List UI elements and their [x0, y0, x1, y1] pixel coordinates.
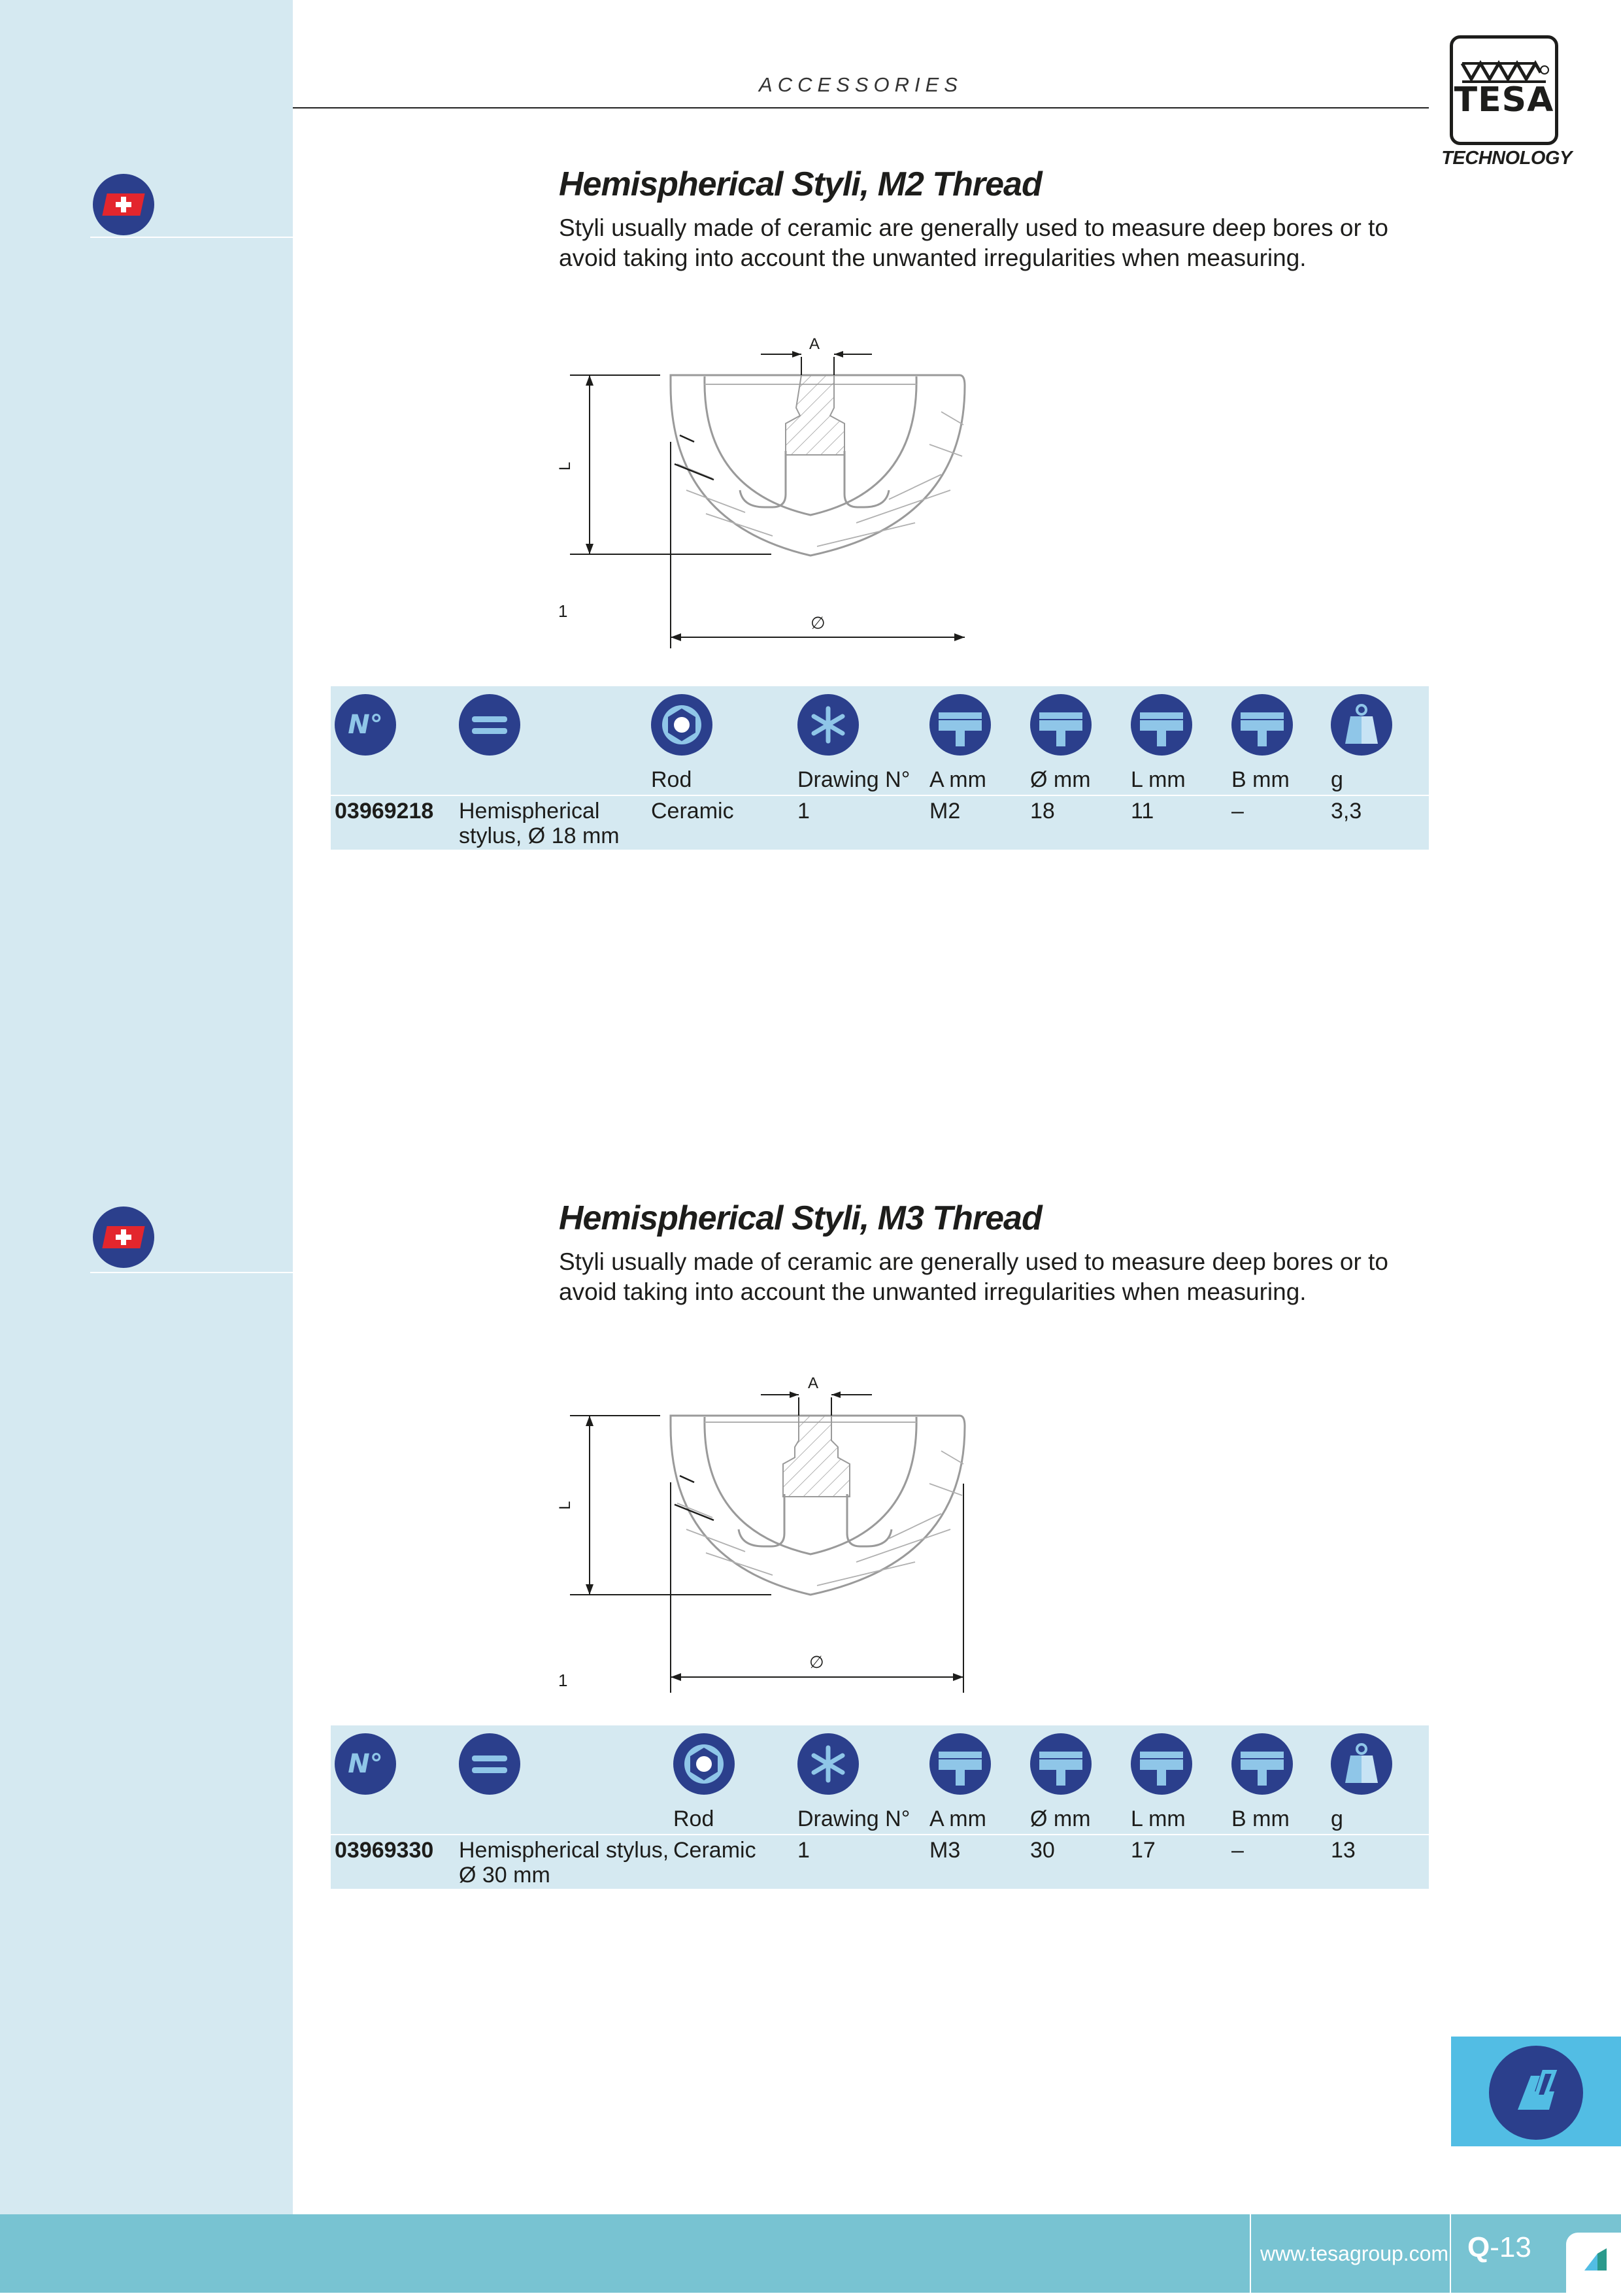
cell-drawing: 1: [797, 1838, 810, 1863]
page-number-value: -13: [1490, 2231, 1531, 2263]
column-header-diameter: Ø mm: [1030, 1806, 1091, 1831]
page-corner: [1566, 2233, 1621, 2293]
cell-drawing: 1: [797, 799, 810, 824]
footer: [0, 2214, 1621, 2293]
page-section-letter: Q: [1467, 2231, 1490, 2263]
cell-a: M3: [929, 1838, 961, 1863]
ruby-ball-icon: [673, 1733, 735, 1795]
swiss-flag-icon: [93, 174, 154, 235]
footer-divider: [1250, 2214, 1251, 2293]
section-q-tab[interactable]: [1451, 2037, 1621, 2146]
page-number: [1467, 2231, 1531, 2264]
article-number: 03969218: [335, 799, 434, 824]
cell-diameter: 18: [1030, 799, 1055, 824]
description-line: avoid taking into account the unwanted irregularities when measuring.: [559, 1278, 1307, 1305]
column-header-b: B mm: [1231, 767, 1290, 792]
number-icon: [335, 1733, 396, 1795]
cell-rod: Ceramic: [673, 1838, 756, 1863]
logo-word: TESA: [1454, 80, 1554, 120]
cell-b: –: [1231, 1838, 1244, 1863]
stylus-tip-icon: [1231, 694, 1293, 756]
drawing-number-label: 1: [558, 601, 568, 621]
article-description-line: Hemispherical stylus,: [459, 1838, 669, 1863]
column-header-weight: g: [1331, 1806, 1343, 1831]
product-table: [331, 686, 1429, 850]
column-header-l: L mm: [1131, 767, 1186, 792]
stylus-tip-icon: [1030, 1733, 1092, 1795]
cell-weight: 13: [1331, 1838, 1356, 1863]
weight-icon: [1331, 1733, 1392, 1795]
logo-subtitle: TECHNOLOGY: [1441, 148, 1572, 169]
svg-text:N°: N°: [348, 1749, 383, 1779]
section-header: ACCESSORIES: [759, 73, 963, 96]
description-line: Styli usually made of ceramic are generally used to measure deep bores or to: [559, 214, 1388, 241]
description-line: Styli usually made of ceramic are generally used to measure deep bores or to: [559, 1248, 1388, 1275]
technical-drawing: [549, 1366, 1007, 1706]
number-icon: [335, 694, 396, 756]
column-header-l: L mm: [1131, 1806, 1186, 1831]
stylus-tip-icon: [929, 694, 991, 756]
product-description: [559, 1247, 1428, 1307]
column-header-b: B mm: [1231, 1806, 1290, 1831]
sidebar-separator: [90, 1272, 293, 1273]
dimension-a-label: A: [808, 1374, 819, 1392]
stylus-tip-icon: [929, 1733, 991, 1795]
article-description-line: stylus, Ø 18 mm: [459, 824, 620, 848]
product-title: Hemispherical Styli, M2 Thread: [559, 165, 1042, 203]
column-header-a: A mm: [929, 1806, 986, 1831]
tesa-logo: [1450, 35, 1558, 145]
footer-divider: [1450, 2214, 1451, 2293]
dimension-diameter-label: ∅: [809, 1652, 824, 1672]
drawing-number-label: 1: [558, 1671, 568, 1690]
asterisk-icon: [797, 694, 859, 756]
corner-mark-icon: [1566, 2233, 1621, 2293]
swiss-flag-icon: [93, 1206, 154, 1268]
sidebar: [0, 0, 293, 2214]
column-header-weight: g: [1331, 767, 1343, 792]
cell-l: 11: [1131, 799, 1154, 824]
dimension-a-label: A: [809, 335, 820, 353]
cell-a: M2: [929, 799, 961, 824]
sidebar-separator: [90, 237, 293, 238]
product-table: [331, 1725, 1429, 1889]
stylus-tip-icon: [1231, 1733, 1293, 1795]
description-line: avoid taking into account the unwanted irregularities when measuring.: [559, 244, 1307, 271]
header-rule: [293, 107, 1429, 108]
cell-l: 17: [1131, 1838, 1156, 1863]
dimension-diameter-label: ∅: [811, 613, 826, 633]
table-divider: [331, 795, 1429, 796]
weight-icon: [1331, 694, 1392, 756]
dimension-l-label: L: [556, 1501, 574, 1510]
article-description: [459, 799, 620, 848]
product-title: Hemispherical Styli, M3 Thread: [559, 1199, 1042, 1237]
stylus-tip-icon: [1131, 694, 1192, 756]
stylus-tip-icon: [1131, 1733, 1192, 1795]
article-description-line: Hemispherical: [459, 799, 600, 824]
cell-weight: 3,3: [1331, 799, 1362, 824]
article-description-line: Ø 30 mm: [459, 1863, 550, 1888]
article-description: [459, 1838, 669, 1888]
column-header-drawing: Drawing N°: [797, 767, 911, 792]
column-header-drawing: Drawing N°: [797, 1806, 911, 1831]
column-header-rod: Rod: [651, 767, 692, 792]
section-q-icon: [1489, 2046, 1583, 2140]
column-header-a: A mm: [929, 767, 986, 792]
stylus-tip-icon: [1030, 694, 1092, 756]
cell-diameter: 30: [1030, 1838, 1055, 1863]
equals-icon: [459, 694, 520, 756]
equals-icon: [459, 1733, 520, 1795]
svg-text:N°: N°: [348, 710, 383, 740]
technical-drawing: [549, 327, 1007, 667]
product-description: [559, 213, 1428, 273]
column-header-rod: Rod: [673, 1806, 714, 1831]
dimension-l-label: L: [556, 461, 574, 471]
footer-url[interactable]: www.tesagroup.com: [1260, 2242, 1449, 2265]
column-header-diameter: Ø mm: [1030, 767, 1091, 792]
ruby-ball-icon: [651, 694, 712, 756]
table-divider: [331, 1834, 1429, 1835]
cell-b: –: [1231, 799, 1244, 824]
article-number: 03969330: [335, 1838, 434, 1863]
asterisk-icon: [797, 1733, 859, 1795]
cell-rod: Ceramic: [651, 799, 734, 824]
